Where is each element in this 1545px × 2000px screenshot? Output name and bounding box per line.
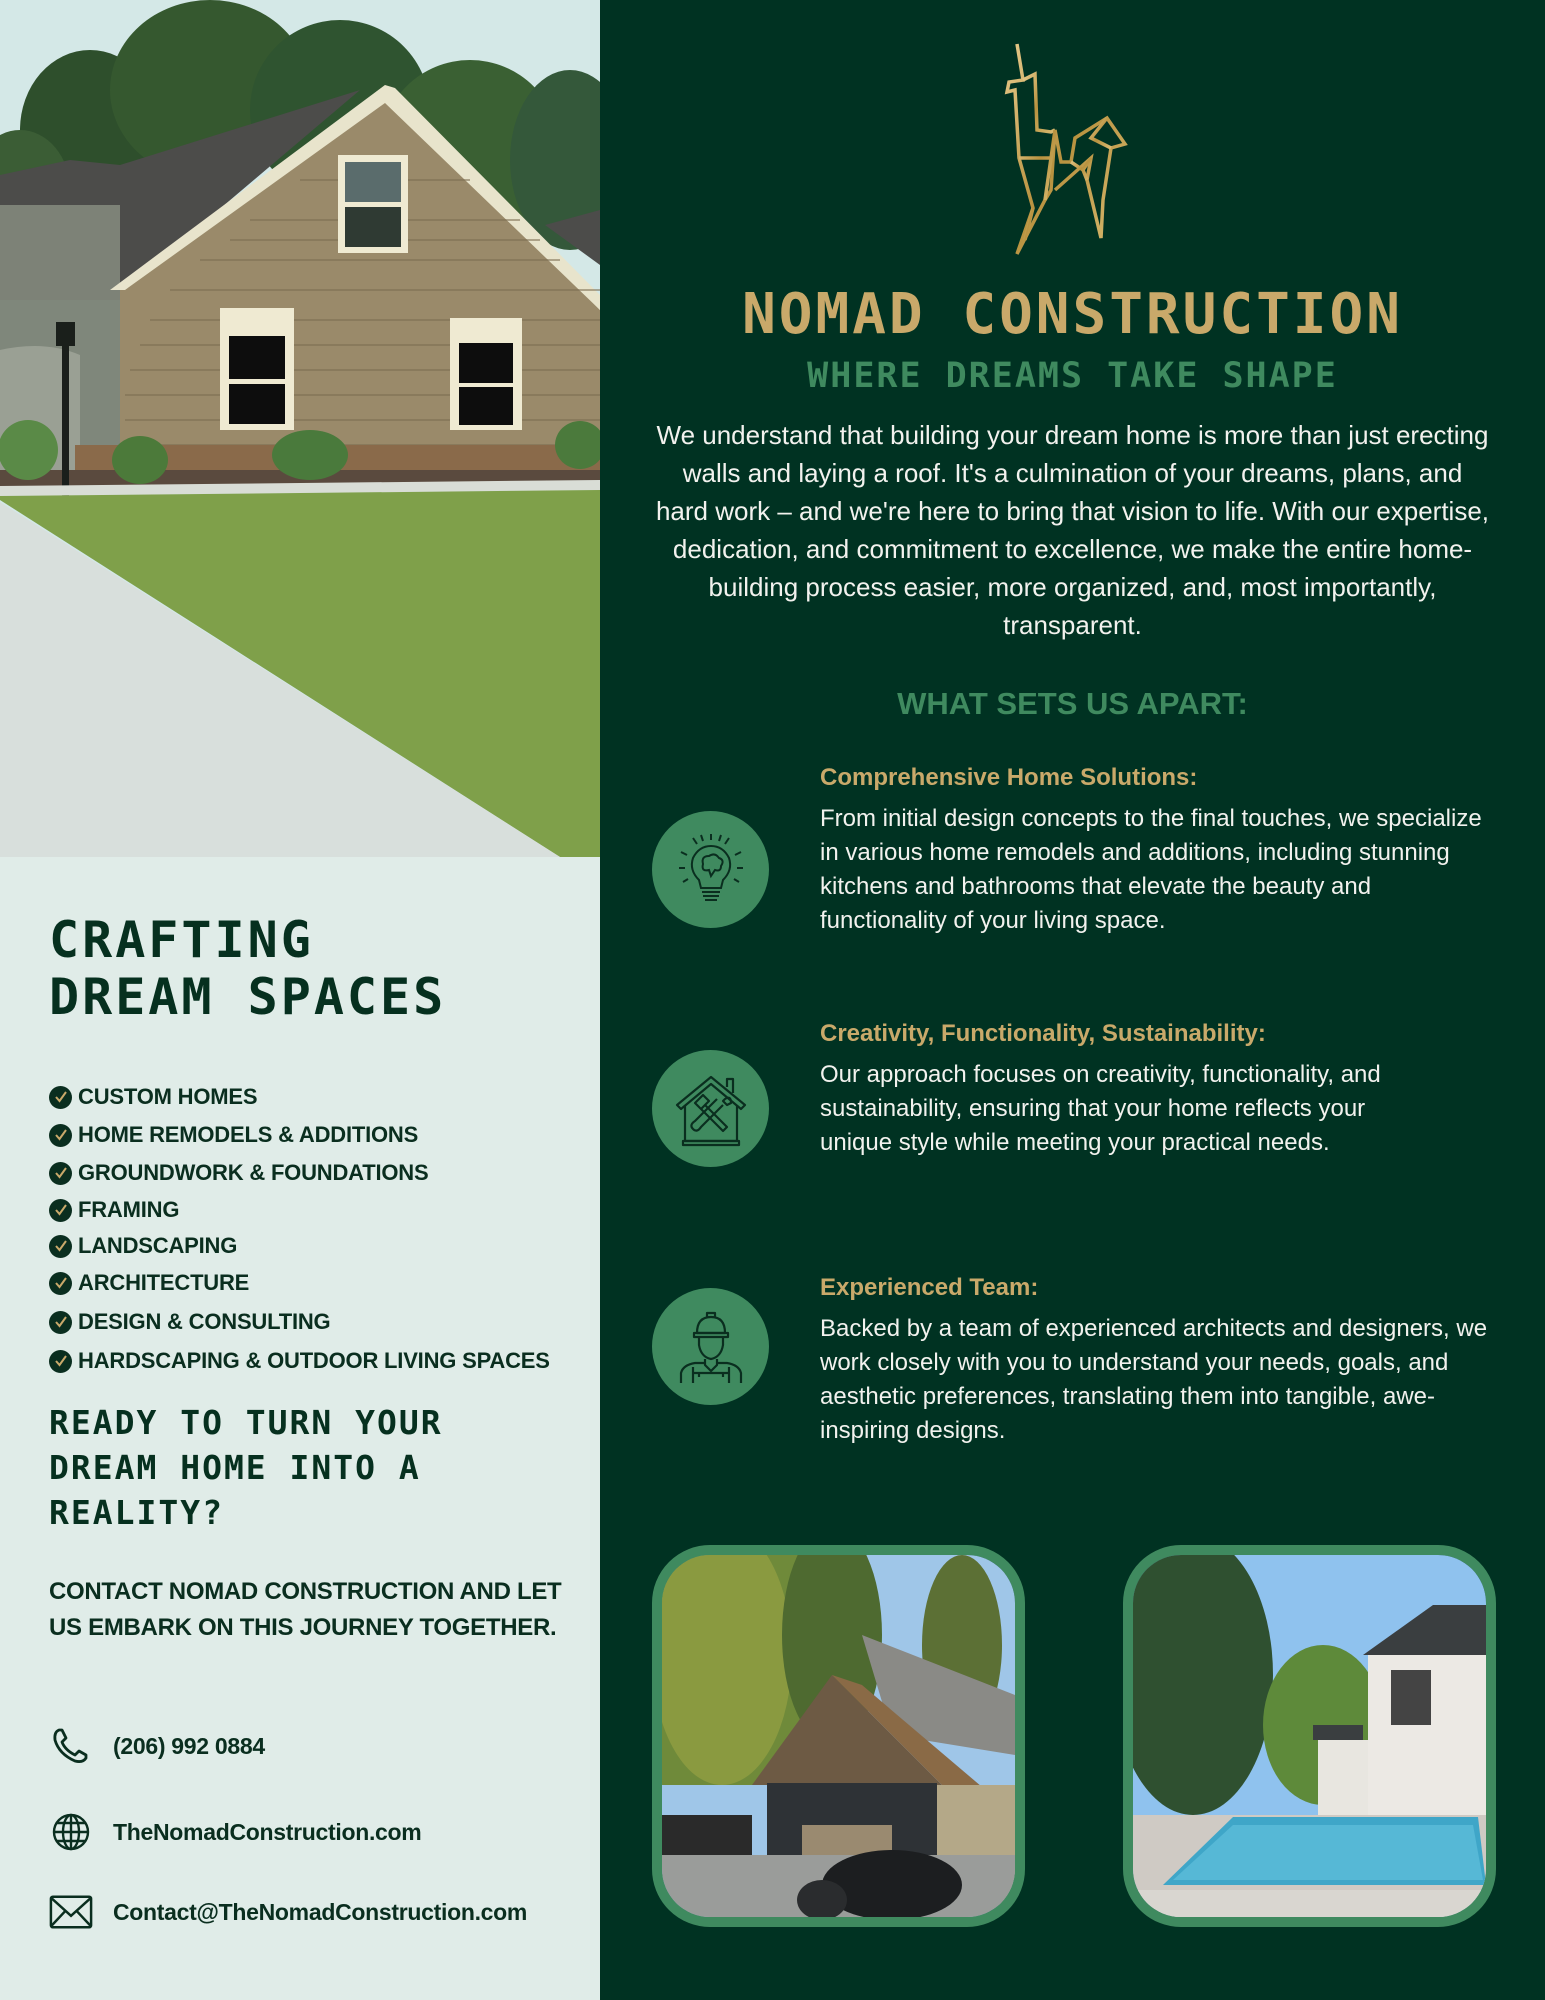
- crafting-heading-line2: DREAM SPACES: [49, 968, 447, 1026]
- feature-comprehensive: [652, 764, 1502, 944]
- phone-icon: [49, 1724, 93, 1768]
- construction-worker-icon: [652, 1288, 769, 1405]
- service-item: [49, 1078, 550, 1116]
- feature-creativity: [652, 1020, 1502, 1200]
- feature-title: Experienced Team:: [820, 1274, 1039, 1301]
- service-label: CUSTOM HOMES: [78, 1084, 258, 1109]
- service-label: HARDSCAPING & OUTDOOR LIVING SPACES: [78, 1348, 550, 1373]
- phone-number[interactable]: (206) 992 0884: [113, 1732, 265, 1759]
- email-row[interactable]: [49, 1890, 527, 1934]
- service-item: [49, 1154, 550, 1192]
- contact-cta: CONTACT NOMAD CONSTRUCTION AND LET US EMBARK ON THIS JOURNEY TOGETHER.: [49, 1578, 562, 1641]
- check-icon: [49, 1124, 72, 1147]
- check-icon: [49, 1272, 72, 1295]
- envelope-icon: [49, 1890, 93, 1934]
- service-item: [49, 1264, 550, 1302]
- service-item: [49, 1192, 550, 1228]
- left-panel: [0, 0, 600, 2000]
- service-label: HOME REMODELS & ADDITIONS: [78, 1122, 419, 1147]
- feature-body: Backed by a team of experienced architects and designers, we work closely with you to understand your needs, goals, and aesthetic preferences, translating them into tangible, awe-inspiring designs.: [820, 1315, 1488, 1444]
- service-label: FRAMING: [78, 1197, 180, 1222]
- service-item: [49, 1228, 550, 1264]
- service-item: [49, 1302, 550, 1342]
- check-icon: [49, 1162, 72, 1185]
- service-label: LANDSCAPING: [78, 1233, 238, 1258]
- intro-paragraph: We understand that building your dream home is more than just erecting walls and laying a roof. It's a culmination of your dreams, plans, and hard work – and we're here to bring that vision to life. With our expertise, dedication, and commitment to excellence, we make the entire home-building process easier, more organized, and, most importantly, transparent.: [655, 420, 1490, 640]
- garage-construction-photo: [652, 1545, 1025, 1927]
- check-icon: [49, 1311, 72, 1334]
- brand-name: NOMAD CONSTRUCTION: [742, 282, 1403, 347]
- website-row[interactable]: [49, 1810, 421, 1854]
- feature-title: Creativity, Functionality, Sustainability:: [820, 1020, 1266, 1047]
- feature-title: Comprehensive Home Solutions:: [820, 764, 1198, 791]
- check-icon: [49, 1086, 72, 1109]
- feature-body: Our approach focuses on creativity, functionality, and sustainability, ensuring that your home reflects your unique style while meeting your practical needs.: [820, 1061, 1381, 1156]
- check-icon: [49, 1350, 72, 1373]
- backyard-pool-photo: [1123, 1545, 1496, 1927]
- service-item: [49, 1116, 550, 1154]
- lightbulb-brain-icon: [652, 811, 769, 928]
- service-label: ARCHITECTURE: [78, 1270, 250, 1295]
- check-icon: [49, 1199, 72, 1222]
- service-item: [49, 1342, 550, 1380]
- email-link[interactable]: Contact@TheNomadConstruction.com: [113, 1898, 528, 1925]
- globe-icon: [49, 1810, 93, 1854]
- services-list: [49, 1078, 550, 1380]
- feature-body: From initial design concepts to the final touches, we specialize in various home remodels and additions, including stunning kitchens and bathrooms that elevate the beauty and functionality of your living space.: [820, 805, 1482, 934]
- hero-house-photo: [0, 0, 600, 857]
- check-icon: [49, 1235, 72, 1258]
- service-label: DESIGN & CONSULTING: [78, 1309, 331, 1334]
- phone-row[interactable]: [49, 1724, 265, 1768]
- brand-tagline: WHERE DREAMS TAKE SHAPE: [807, 356, 1338, 396]
- house-tools-icon: [652, 1050, 769, 1167]
- apart-heading: WHAT SETS US APART:: [897, 686, 1248, 721]
- ready-heading: READY TO TURN YOUR DREAM HOME INTO A REALITY?: [49, 1403, 443, 1532]
- feature-team: [652, 1274, 1502, 1454]
- website-link[interactable]: TheNomadConstruction.com: [113, 1818, 422, 1845]
- origami-unicorn-icon: [995, 40, 1170, 260]
- crafting-heading-line1: CRAFTING: [49, 911, 314, 969]
- crafting-heading: [49, 912, 446, 1026]
- service-label: GROUNDWORK & FOUNDATIONS: [78, 1160, 429, 1185]
